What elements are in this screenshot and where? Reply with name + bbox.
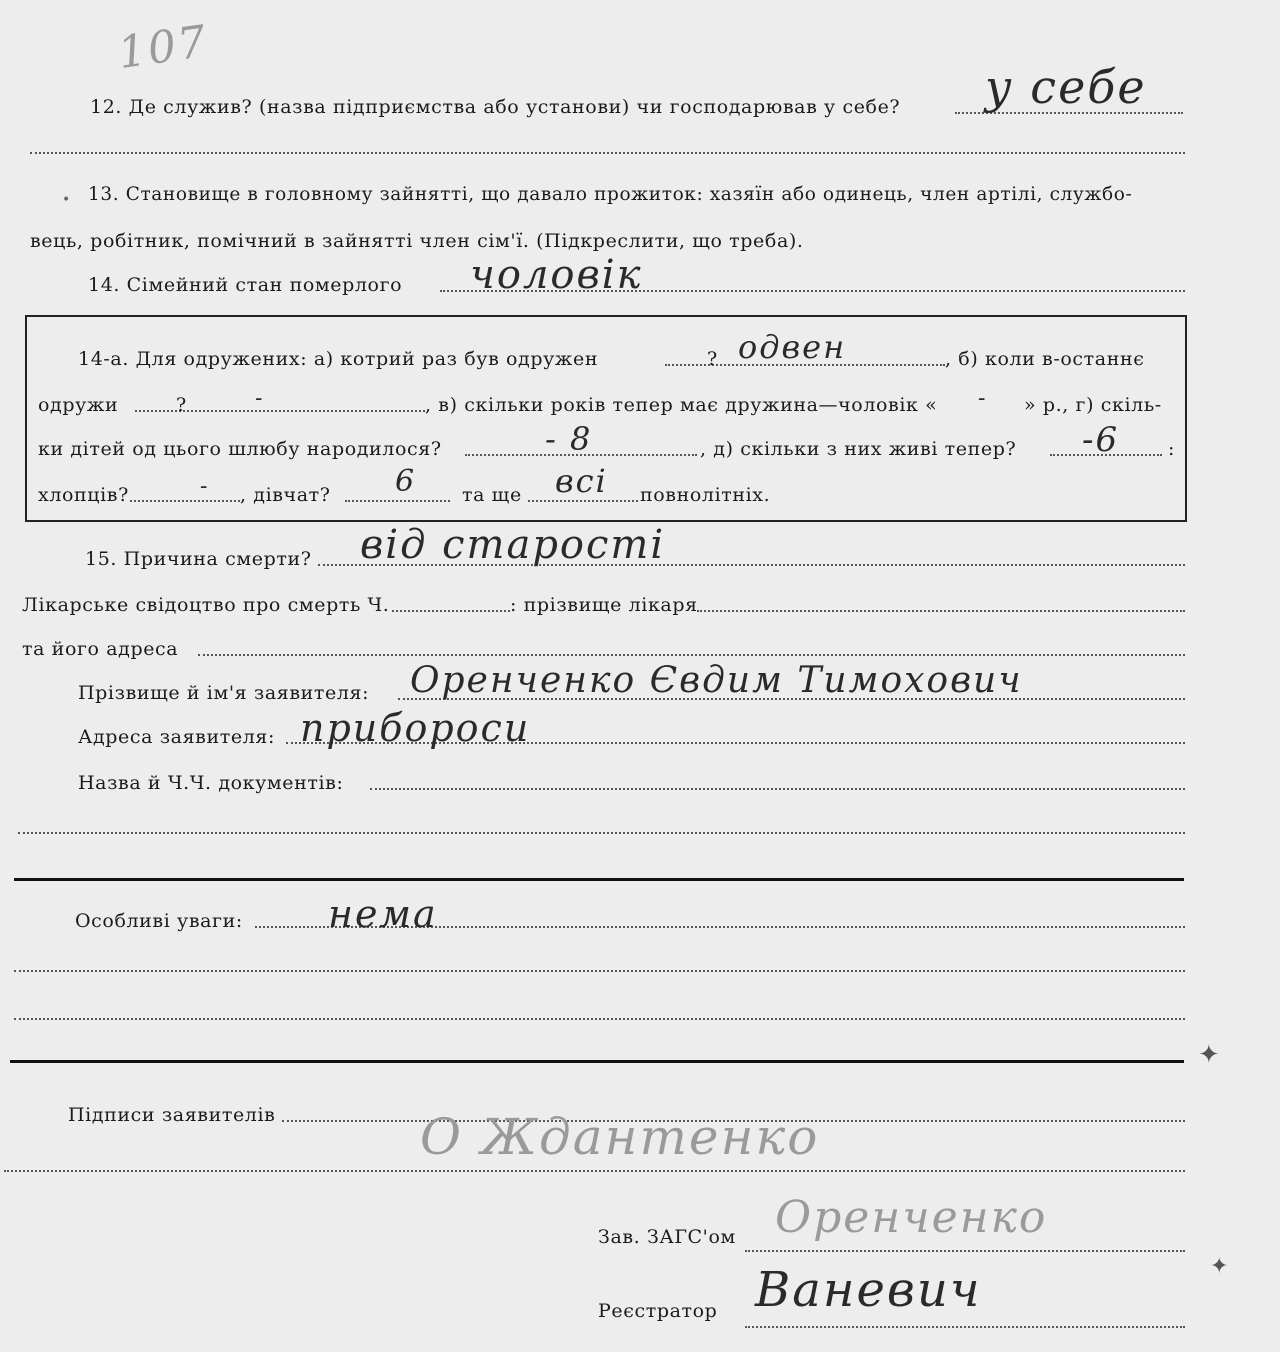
q12-answer: у себе [985,60,1147,114]
corner-number: 107 [114,15,212,80]
q14a-girls-answer: 6 [395,464,417,499]
q14a-b-label: , б) коли в-останнє [945,348,1145,370]
q14a-c-end: » р., г) скіль- [1024,394,1162,416]
q14-label: 14. Сімейний стан померлого [88,274,403,296]
documents-label: Назва й Ч.Ч. документів: [78,772,344,794]
applicant-address-label: Адреса заявителя: [78,726,275,748]
q14a-b2-label: одружи [38,394,119,416]
doctor-label: : прізвище лікаря [510,594,698,616]
doctor-line [697,610,1185,612]
punch-mark-1: ✦ [1198,1040,1220,1070]
q14a-and-line [528,500,638,502]
q14a-d-label: , д) скільки з них живі тепер? [700,438,1017,460]
head-registry-signature: Оренченко [775,1192,1048,1243]
notes-answer: нема [328,892,438,936]
q14a-boys-line [130,500,240,502]
head-registry-line [745,1250,1185,1252]
registrar-signature: Ваневич [755,1262,982,1318]
q12-continuation-line [30,152,1185,154]
section-divider-1 [14,878,1184,881]
q14a-b2-answer: - [255,386,265,411]
q14a-a-label: 14-а. Для одружених: а) котрий раз був одружен [78,348,599,370]
notes-line-2 [14,970,1185,972]
q15-label: 15. Причина смерти? [85,548,312,570]
q14a-and-label: та ще [462,484,522,506]
q14a-adult-label: повнолітніх. [640,484,771,506]
q14a-girls-label: , дівчат? [240,484,331,506]
q14a-a-answer: одвен [738,328,847,366]
doctor-address-label: та його адреса [22,638,179,660]
stray-mark: • [62,192,71,208]
documents-line-2 [18,832,1185,834]
notes-line-3 [14,1018,1185,1020]
q12-label: 12. Де служив? (назва підприємства або установи) чи господарював у себе? [90,96,901,118]
q15-answer: від старості [360,522,666,568]
section-divider-2 [10,1060,1184,1063]
q14a-g-answer: - 8 [545,420,593,458]
applicant-address-answer: прибороси [300,706,531,750]
q13-line1: 13. Становище в головному зайнятті, що давало прожиток: хазяїн або одинець, член артілі, службо- [88,184,1133,205]
notes-label: Особливі уваги: [75,910,243,932]
applicant-name-label: Прізвище й ім'я заявителя: [78,682,370,704]
documents-line [370,788,1185,790]
q14a-c-label: , в) скільки років тепер має дружина—чоловік « [425,394,938,416]
q14a-boys-label: хлопців? [38,484,129,506]
applicants-signature-label: Підписи заявителів [68,1104,276,1126]
q14a-d-answer: -6 [1082,420,1120,460]
registrar-line [745,1326,1185,1328]
q13-line2: вець, робітник, помічний в зайнятті член сім'ї. (Підкреслити, що треба). [30,230,804,252]
registrar-label: Реєстратор [598,1300,718,1322]
medical-cert-label: Лікарське свідоцтво про смерть Ч. [22,594,390,616]
q14-answer: чоловік [470,252,643,298]
applicant-signature: О Ждантенко [420,1108,820,1166]
q14a-a-question: ? [707,348,718,370]
punch-mark-2: ✦ [1210,1254,1229,1279]
q14a-b2-question: ? [176,394,187,416]
q14a-c-answer: - [978,386,988,411]
applicants-signature-line-2 [4,1170,1185,1172]
q14a-g-label: ки дітей од цього шлюбу народилося? [38,438,442,460]
head-registry-label: Зав. ЗАГС'ом [598,1226,736,1248]
q14a-d-end: : [1168,438,1176,460]
applicant-name-answer: Оренченко Євдим Тимохович [410,660,1023,701]
medical-cert-line [392,610,510,612]
q14a-boys-answer: - [200,474,210,499]
q14a-and-answer: всі [555,462,608,500]
doctor-address-line [198,654,1185,656]
q14a-girls-line [345,500,450,502]
